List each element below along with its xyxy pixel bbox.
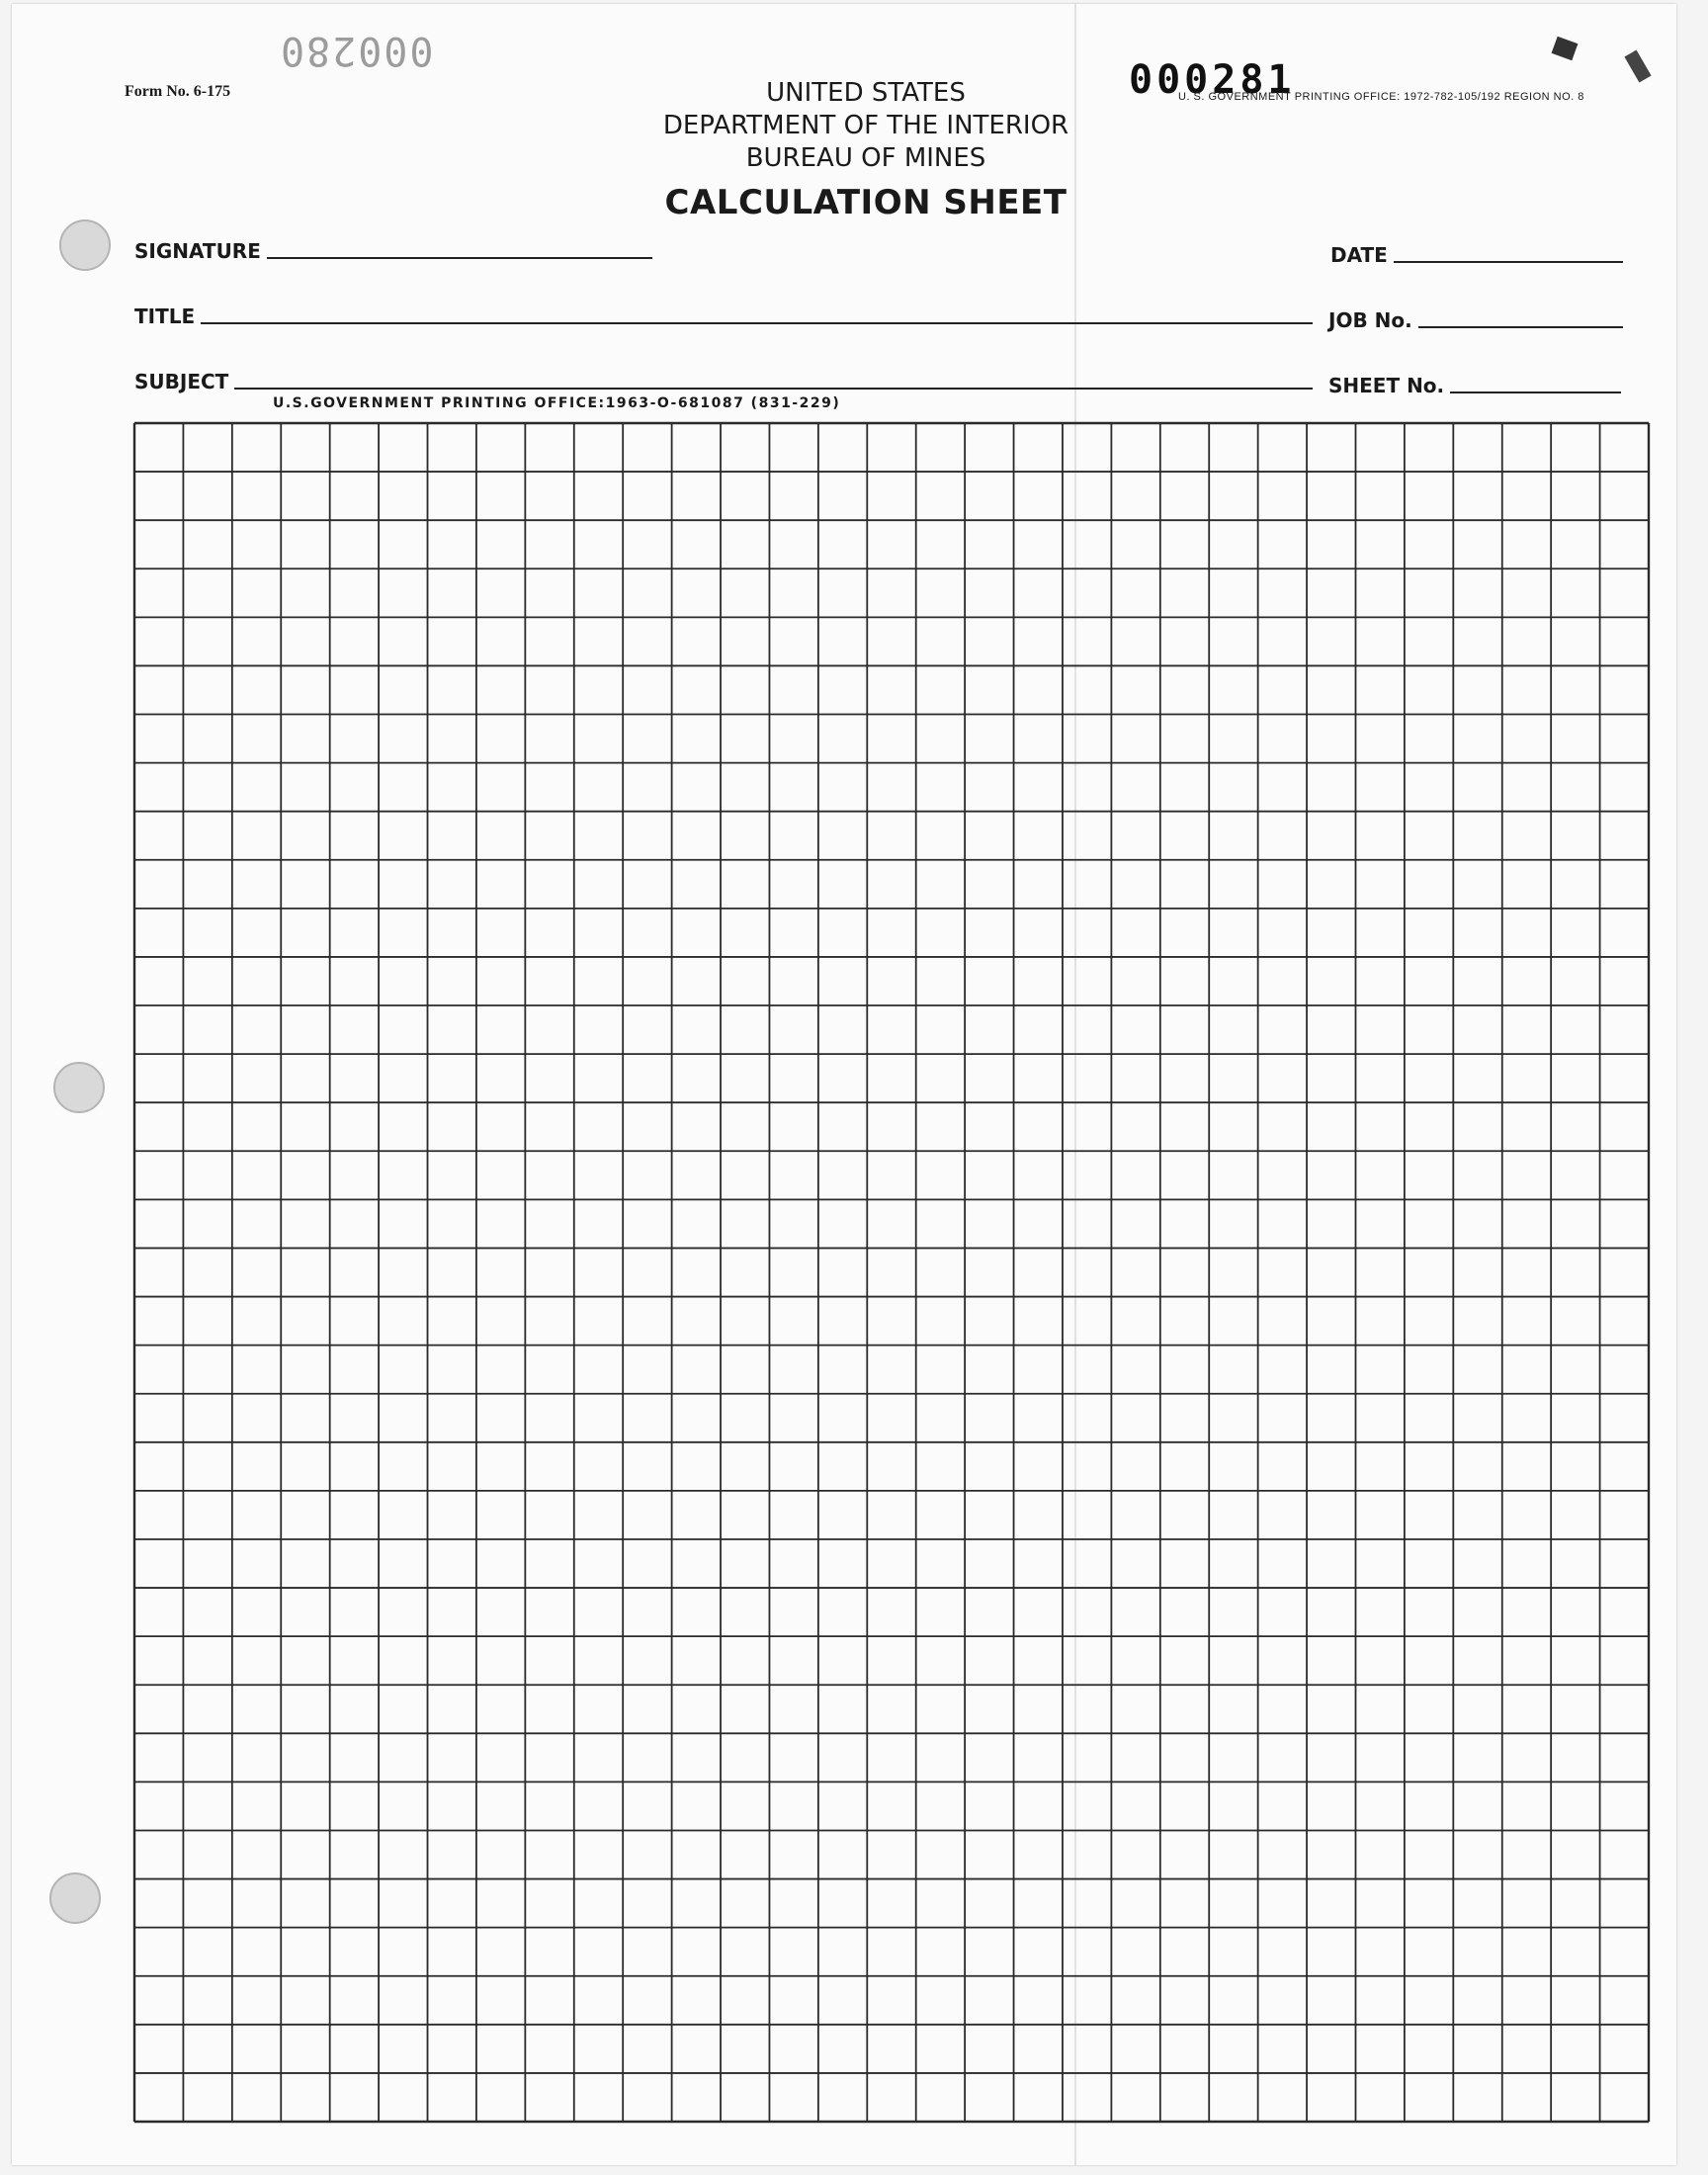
header-line-1: UNITED STATES (766, 78, 966, 108)
gpo-imprint-under-subject: U.S.GOVERNMENT PRINTING OFFICE:1963-O-681087 (831-229) (273, 395, 841, 411)
form-title: CALCULATION SHEET (664, 183, 1068, 222)
header-line-3: BUREAU OF MINES (745, 143, 986, 173)
form-number: Form No. 6-175 (125, 83, 231, 100)
header-line-2: DEPARTMENT OF THE INTERIOR (662, 111, 1069, 140)
signature-label: SIGNATURE (134, 239, 261, 263)
sheet-no-label: SHEET No. (1328, 374, 1445, 397)
subject-label: SUBJECT (134, 370, 229, 393)
date-label: DATE (1330, 243, 1388, 267)
faint-stamp-number: 000280 (279, 28, 434, 73)
title-label: TITLE (134, 304, 196, 328)
stamp-number: 000281 (1129, 57, 1296, 103)
gpo-imprint-top: U. S. GOVERNMENT PRINTING OFFICE: 1972-782-105/192 REGION NO. 8 (1178, 91, 1584, 103)
job-no-label: JOB No. (1328, 308, 1412, 332)
